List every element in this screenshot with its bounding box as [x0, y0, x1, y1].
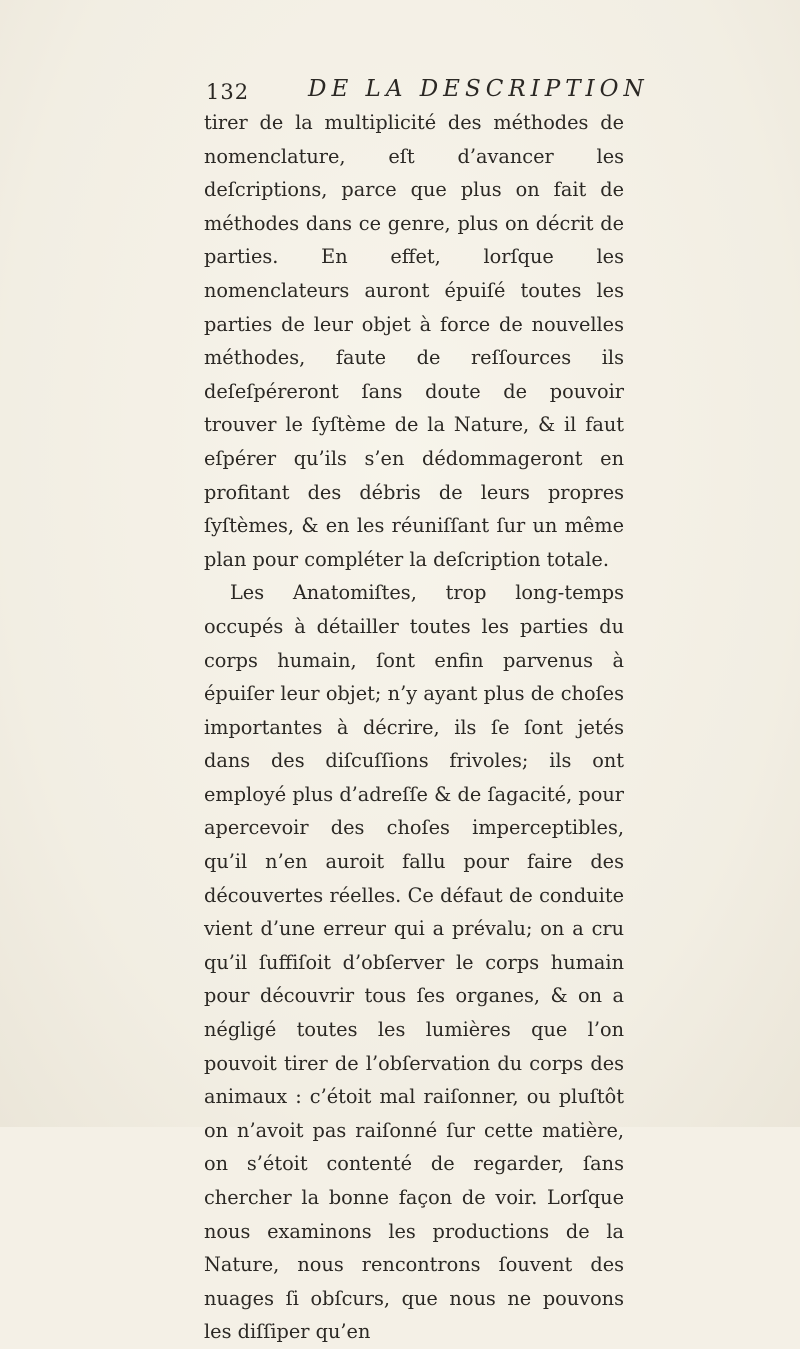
paragraph-anatomists: Les Anatomiſtes, trop long-temps occupés à détailler toutes les parties du corps humain, ſont enfin parvenus à épuiſer leur objet; n’y ayant plus de choſes importantes à décrire, ils ſe ſont jetés dans des diſcuſſions frivoles; ils ont employé plus d’adreſſe & de ſagacité, pour apercevoir des choſes imperceptibles, qu’il n’en auroit fallu pour faire des découvertes réelles. Ce défaut de conduite vient d’une erreur qui a prévalu; on a cru qu’il ſuffiſoit d’obſerver le corps humain pour découvrir tous ſes organes, & on a négligé toutes les lumières que l’on pouvoit tirer de l’obſervation du corps des animaux : c’étoit mal raiſonner, ou pluſtôt on n’avoit pas raiſonné ſur cette matière, on s’étoit contenté de regarder, ſans chercher la bonne façon de voir. Lorſque nous examinons les productions de la Nature, nous rencontrons ſouvent des nuages ſi obſcurs, que nous ne pouvons les diſſiper qu’en [204, 581, 624, 1344]
page-header [206, 72, 649, 108]
paragraph-continuation: tirer de la multiplicité des méthodes de nomenclature, eſt d’avancer les deſcriptions, parce que plus on fait de méthodes dans ce genre, plus on décrit de parties. En effet, lorſque les nomenclateurs auront épuiſé toutes les parties de leur objet à force de nouvelles méthodes, faute de reſſources ils deſeſpéreront ſans doute de pouvoir trouver le ſyſtème de la Nature, & il faut eſpérer qu’ils s’en dédommageront en profitant des débris de leurs propres ſyſtèmes, & en les réuniſſant ſur un même plan pour compléter la deſcription totale. [204, 111, 624, 571]
page-number: 132 [206, 80, 250, 104]
running-head: DE LA DESCRIPTION [308, 76, 649, 102]
body-text [204, 106, 624, 1349]
